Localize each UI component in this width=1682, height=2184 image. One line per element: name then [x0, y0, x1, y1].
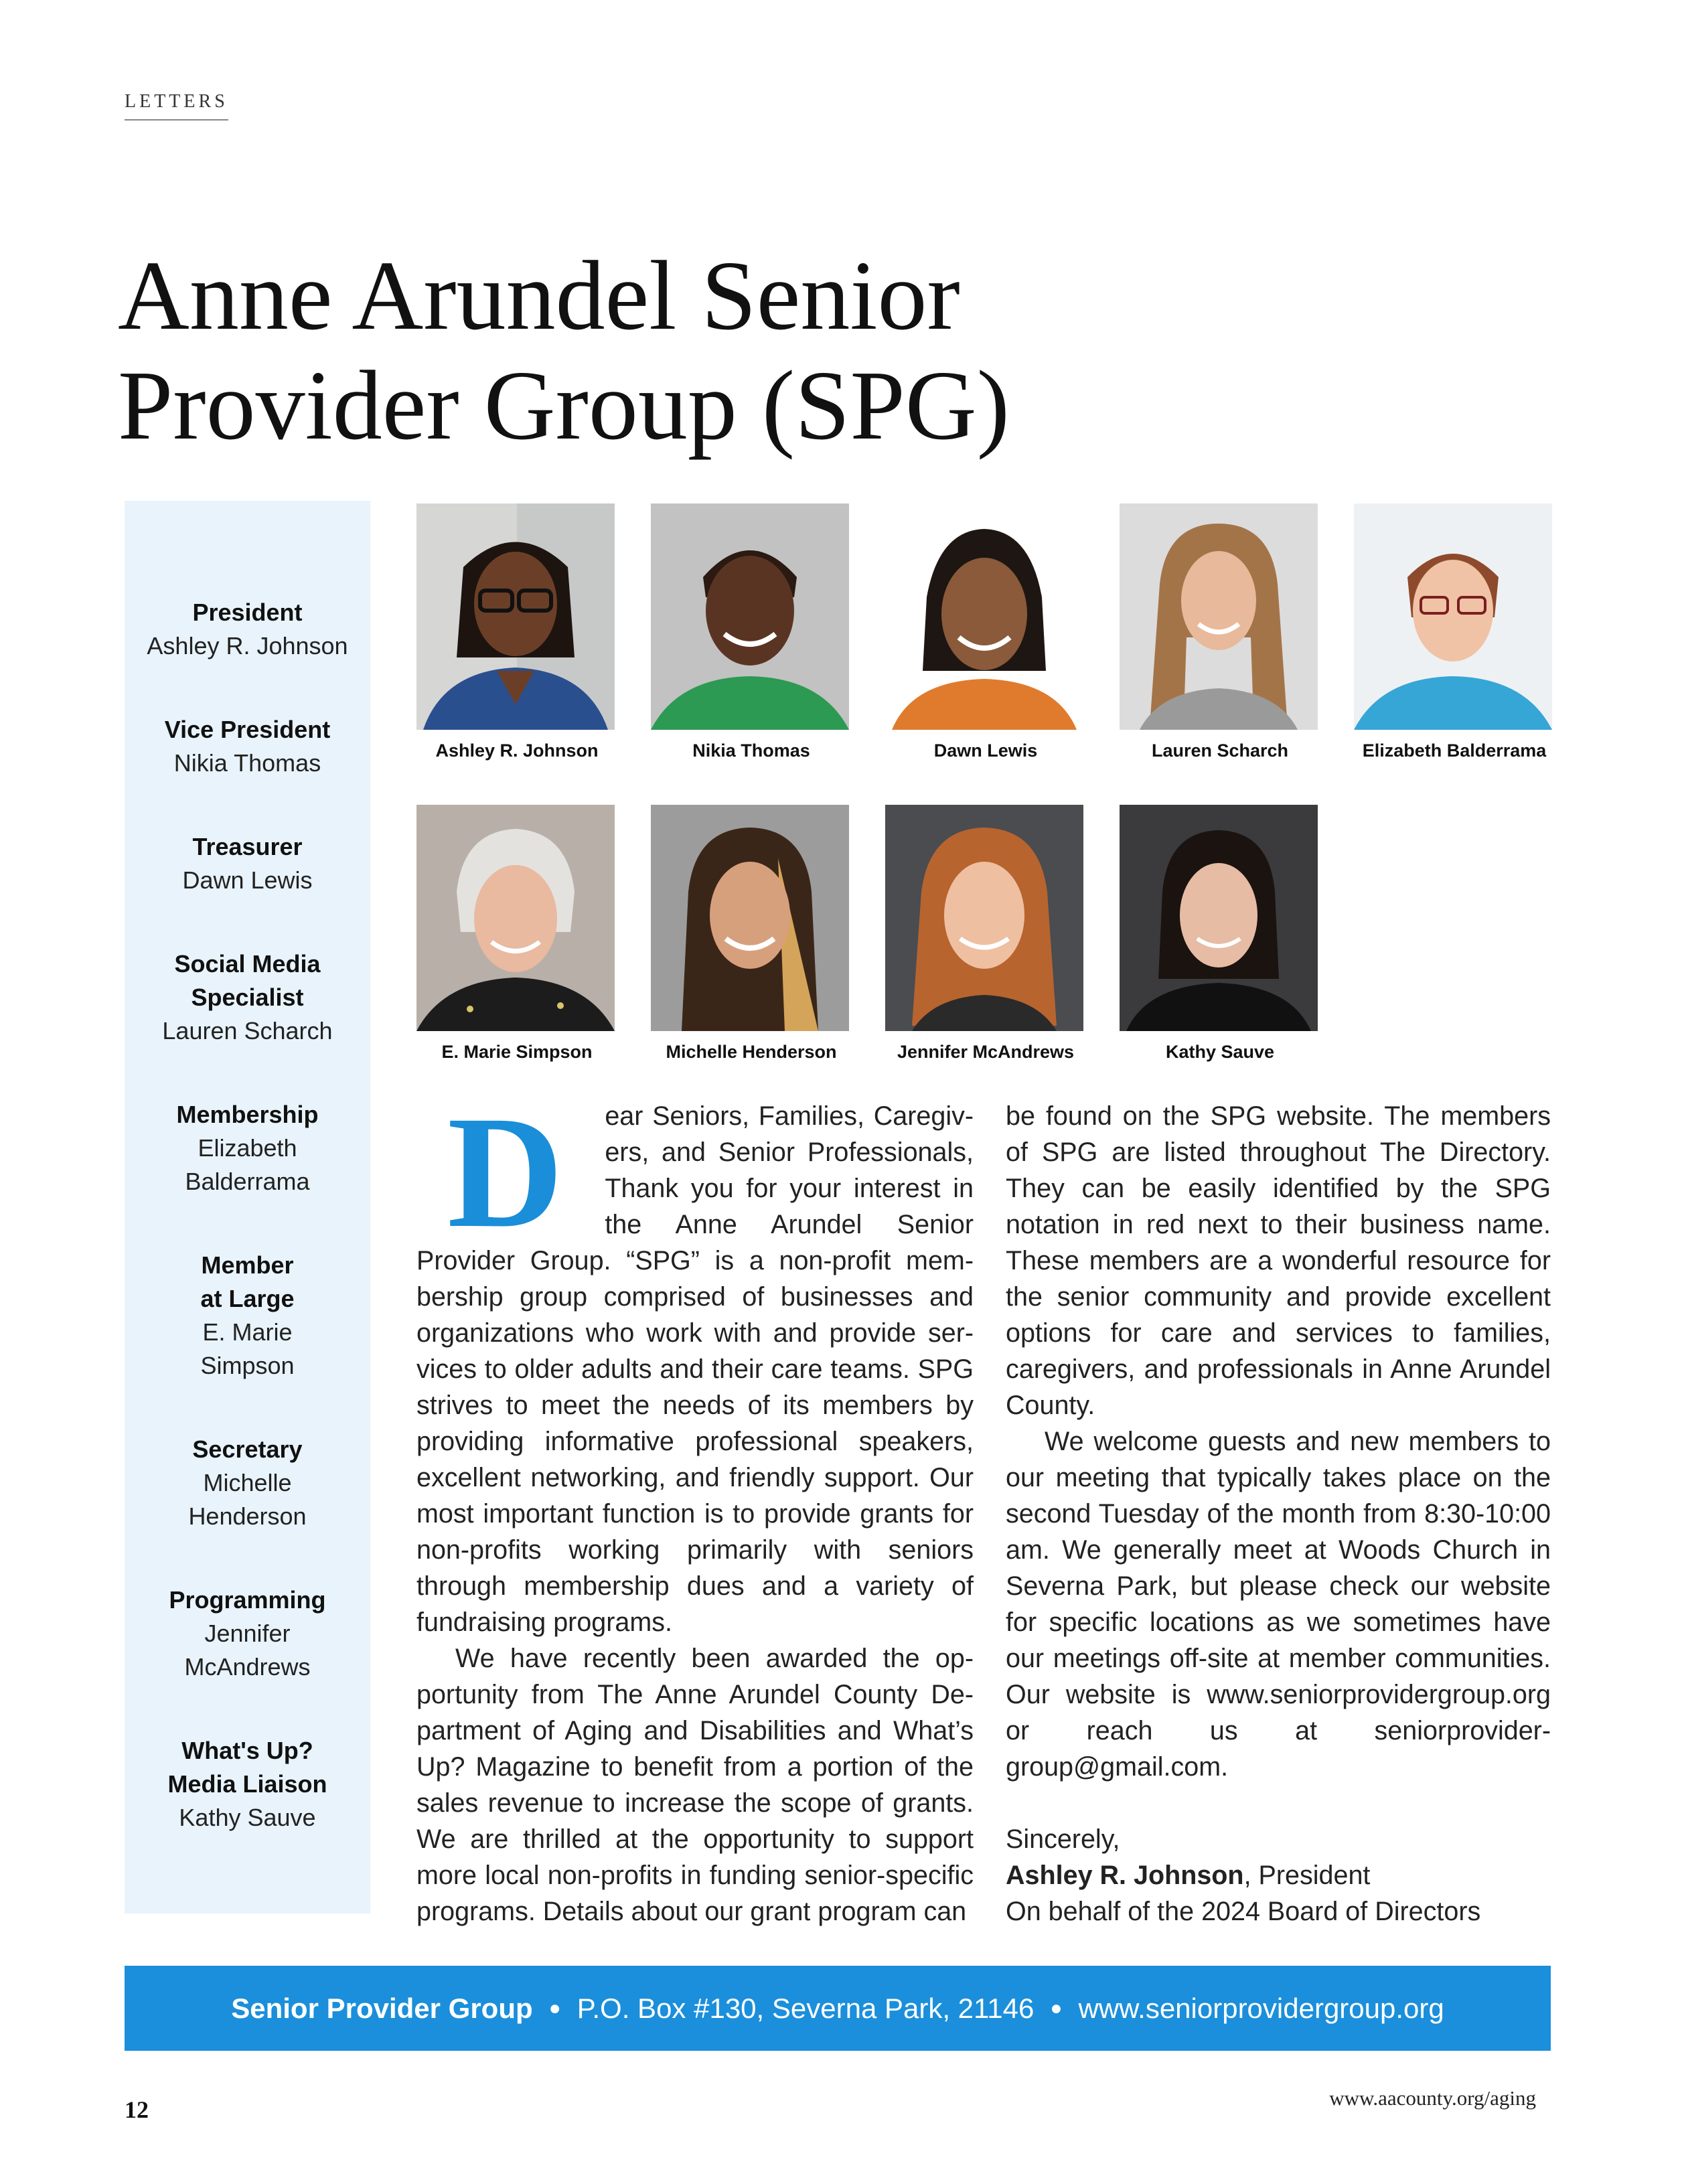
- signature-line: [1006, 1857, 1551, 1893]
- letter-paragraph-3: We welcome guests and new members to our meeting that typically takes place on the second Tuesday of the month from 8:30-10:00 am. We generally meet at Woods Church in Severna Park, but please check our website for specific locations as we sometimes have our meetings off-site at member communities. Our website is www.seniorprovidergroup.org or reach us at seniorprovidergroup@gmail.com.: [1006, 1427, 1551, 1782]
- title-line-2: Provider Group (SPG): [118, 351, 1010, 461]
- role-name: Kathy Sauve: [179, 1804, 316, 1831]
- drop-cap: D: [447, 1098, 564, 1261]
- portrait-photo: [1354, 503, 1552, 730]
- role-name: Dawn Lewis: [182, 866, 313, 894]
- portrait-caption: Dawn Lewis: [933, 740, 1038, 761]
- footer-band: [125, 1966, 1551, 2051]
- signer-name: Ashley R. Johnson: [1006, 1861, 1244, 1890]
- portrait-caption: Lauren Scharch: [1151, 740, 1289, 761]
- portrait-photo: [885, 503, 1083, 730]
- role-member-at-large: [125, 1249, 370, 1383]
- role-secretary: [125, 1433, 370, 1533]
- signer-title: , President: [1243, 1861, 1371, 1890]
- section-label: LETTERS: [125, 91, 228, 121]
- footer-org: Senior Provider Group: [231, 1992, 533, 2024]
- board-sidebar: [125, 501, 370, 1914]
- role-title: President: [192, 599, 303, 626]
- footer-website[interactable]: www.seniorprovidergroup.org: [1078, 1992, 1444, 2024]
- role-title: Vice President: [164, 716, 331, 743]
- portrait-photo: [1120, 805, 1318, 1031]
- letter-column-right: [1006, 1098, 1551, 1935]
- portrait-photo: [1120, 503, 1318, 730]
- role-title: Secretary: [192, 1435, 303, 1463]
- role-name: E. Marie Simpson: [200, 1318, 295, 1379]
- portrait-caption: Elizabeth Balderrama: [1362, 740, 1547, 761]
- role-social-media: [125, 947, 370, 1048]
- role-treasurer: [125, 830, 370, 897]
- role-name: Michelle Henderson: [188, 1469, 307, 1530]
- role-title: Membership: [176, 1101, 319, 1128]
- footer-address: P.O. Box #130, Severna Park, 21146: [577, 1992, 1035, 2024]
- role-title: What's Up? Media Liaison: [167, 1737, 327, 1798]
- portrait-caption: Ashley R. Johnson: [435, 740, 599, 761]
- title-line-1: Anne Arundel Senior: [118, 241, 960, 351]
- role-media-liaison: [125, 1734, 370, 1835]
- page-number: 12: [125, 2096, 149, 2123]
- letter-paragraph-2-continued: be found on the SPG website. The members of SPG are listed throughout The Directory. They can be easily identified by the SPG notation in red next to their business name. These members are a wonderful resource for the senior community and provide excellent options for care and services to families, caregivers, and professionals in Anne Arundel County.: [1006, 1101, 1551, 1420]
- role-president: [125, 596, 370, 663]
- page-title: [118, 241, 1390, 461]
- portrait-photo: [416, 503, 615, 730]
- role-name: Ashley R. Johnson: [147, 632, 348, 659]
- role-title: Treasurer: [192, 833, 303, 860]
- behalf-line: On behalf of the 2024 Board of Directors: [1006, 1897, 1481, 1926]
- letter-paragraph-1: ear Seniors, Families, Caregivers, and Senior Professionals, Thank you for your interest in the Anne Arundel Senior Provider Group. “SPG” is a non-profit membership group comprised of businesses and organizations who work with and provide services to older adults and their care teams. SPG strives to meet the needs of its members by providing informative professional speakers, excellent networking, and friendly support. Our most important function is to provide grants for non-profits working primarily with seniors through membership dues and a variety of fundraising programs.: [416, 1101, 974, 1637]
- sincerely: Sincerely,: [1006, 1824, 1120, 1854]
- role-programming: [125, 1583, 370, 1684]
- page-url[interactable]: www.aacounty.org/aging: [1329, 2086, 1536, 2110]
- role-name: Elizabeth Balderrama: [185, 1134, 310, 1195]
- role-title: Social Media Specialist: [174, 950, 321, 1011]
- footer-separator: ●: [1050, 1997, 1063, 2019]
- letter-column-left: [416, 1098, 974, 1935]
- portrait-photo: [651, 805, 849, 1031]
- letter-paragraph-2: We have recently been awarded the opportunity from The Anne Arundel County Department of Aging and Disabilities and What’s Up? Magazine to benefit from a portion of the sales revenue to increase the scope of grants. We are thrilled at the opportunity to support more local non-profits in funding senior-specific programs. Details about our grant program can: [416, 1644, 974, 1926]
- portrait-caption: Michelle Henderson: [666, 1042, 837, 1062]
- role-title: Programming: [169, 1586, 326, 1614]
- portrait-caption: Jennifer McAndrews: [897, 1042, 1075, 1062]
- role-membership: [125, 1098, 370, 1198]
- portrait-caption: Kathy Sauve: [1165, 1042, 1275, 1062]
- role-title: Member at Large: [200, 1251, 295, 1312]
- footer-separator: ●: [548, 1997, 561, 2019]
- portrait-photo: [885, 805, 1083, 1031]
- portrait-photo: [416, 805, 615, 1031]
- role-name: Jennifer McAndrews: [184, 1620, 311, 1681]
- portrait-caption: E. Marie Simpson: [441, 1042, 593, 1062]
- role-vice-president: [125, 713, 370, 780]
- portrait-photo: [651, 503, 849, 730]
- role-name: Nikia Thomas: [173, 749, 321, 777]
- portrait-caption: Nikia Thomas: [692, 740, 810, 761]
- role-name: Lauren Scharch: [162, 1017, 333, 1044]
- letter-signoff: [1006, 1821, 1551, 1930]
